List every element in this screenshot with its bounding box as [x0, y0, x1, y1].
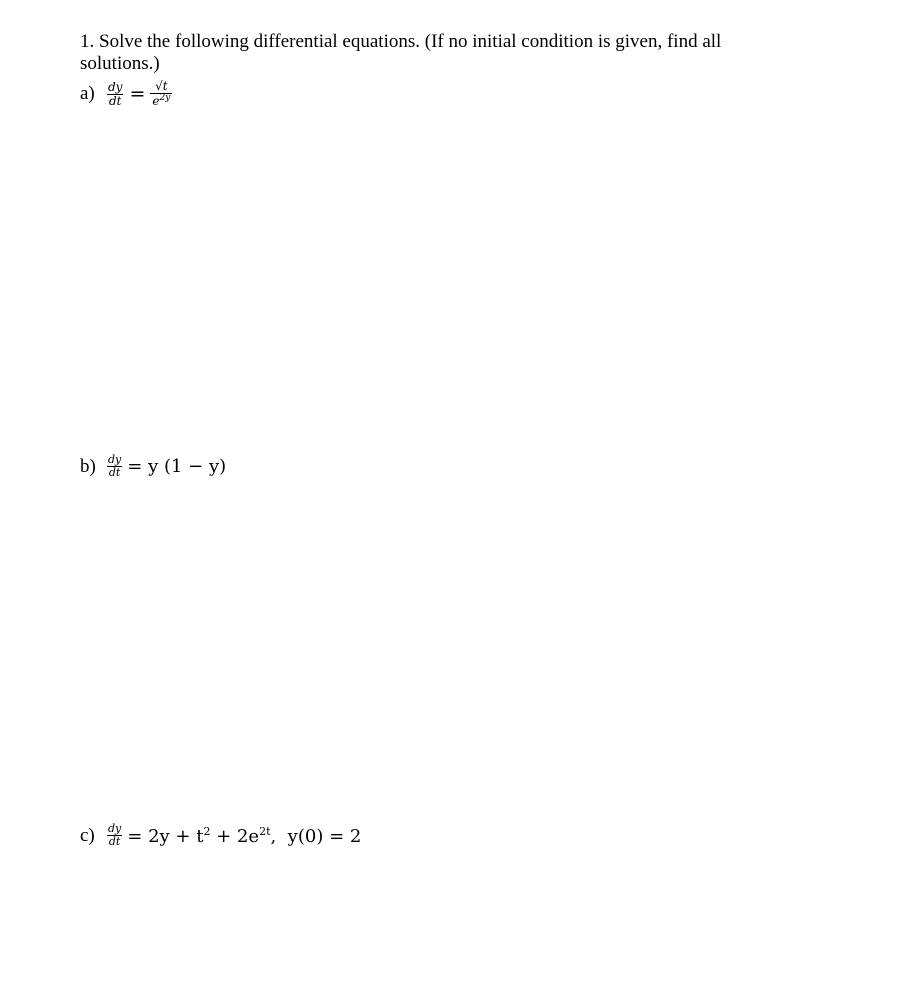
part-c-lhs-denominator: dt [108, 835, 121, 849]
part-a [80, 80, 172, 108]
part-c-label: c) [80, 824, 95, 846]
part-a-rhs-den-base: e [152, 94, 160, 109]
part-a-lhs-numerator: dy [108, 79, 123, 94]
part-b-label: b) [80, 455, 96, 477]
part-c-rhs-prefix: = 2y + t [127, 825, 204, 847]
part-b-lhs-fraction [106, 454, 123, 479]
part-a-rhs-fraction [150, 80, 172, 108]
part-a-label: a) [80, 83, 95, 105]
part-c-lhs-fraction [106, 823, 123, 848]
part-b-lhs-numerator: dy [108, 453, 122, 466]
part-a-lhs-denominator: dt [108, 93, 122, 108]
part-b-lhs-denominator: dt [108, 466, 121, 480]
part-c-lhs-numerator: dy [108, 822, 122, 835]
part-c-t-exponent: 2 [203, 824, 211, 838]
part-c-rhs [127, 825, 361, 847]
part-a-rhs-numerator: √t [155, 79, 168, 93]
part-c-rhs-suffix: , y(0) = 2 [270, 825, 362, 847]
part-c-rhs-mid: + 2e [210, 825, 260, 847]
part-a-rhs-den-exponent: 2y [159, 93, 171, 104]
part-a-lhs-fraction [106, 81, 124, 108]
problem-statement: 1. Solve the following differential equations. (If no initial condition is given, find all solutions.) [80, 31, 722, 74]
part-c-e-exponent: 2t [259, 824, 271, 838]
part-b [80, 454, 226, 479]
part-a-equals: = [129, 83, 146, 106]
part-a-rhs-denominator [150, 93, 172, 108]
part-b-rhs: = y (1 − y) [127, 456, 227, 478]
part-c [80, 823, 361, 848]
